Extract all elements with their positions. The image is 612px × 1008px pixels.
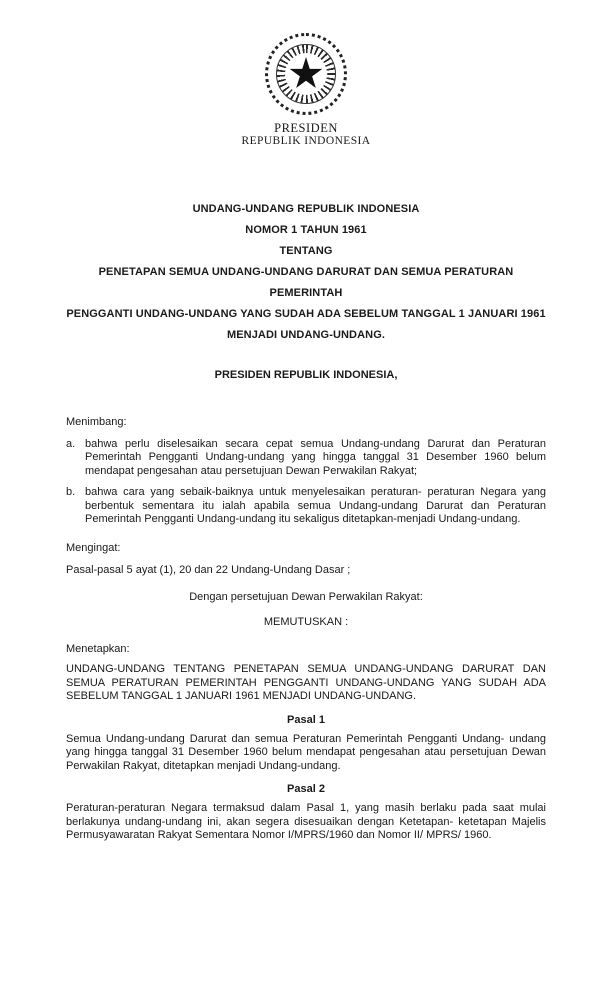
- title-line-4: PENETAPAN SEMUA UNDANG-UNDANG DARURAT DAN SEMUA PERATURAN PEMERINTAH: [98, 266, 514, 299]
- list-item: [66, 486, 546, 527]
- menetapkan-text: UNDANG-UNDANG TENTANG PENETAPAN SEMUA UNDANG-UNDANG DARURAT DAN SEMUA PERATURAN PEMERINTAH PENGGANTI UNDANG-UNDANG YANG SUDAH ADA SEBELUM TANGGAL 1 JANUARI 1961 MENJADI UNDANG-UNDANG.: [66, 663, 546, 702]
- title-line-1: UNDANG-UNDANG REPUBLIK INDONESIA: [192, 203, 420, 215]
- emblem-core: [285, 53, 327, 95]
- list-marker: b.: [66, 486, 76, 498]
- letterhead-text: [66, 122, 546, 148]
- title-line-2: NOMOR 1 TAHUN 1961: [245, 224, 367, 236]
- mengingat-text: Pasal-pasal 5 ayat (1), 20 dan 22 Undang-Undang Dasar ;: [66, 564, 351, 576]
- star-icon: [289, 57, 323, 91]
- letterhead-republik: REPUBLIK INDONESIA: [241, 135, 371, 147]
- emblem-rays-icon: [276, 44, 336, 104]
- letterhead-presiden: PRESIDEN: [274, 121, 338, 135]
- presidential-emblem-icon: [265, 33, 347, 115]
- article-heading-pasal-2: Pasal 2: [287, 783, 325, 795]
- menimbang-label: Menimbang:: [66, 416, 127, 428]
- title-line-3: TENTANG: [279, 245, 333, 257]
- letterhead: [66, 33, 546, 148]
- list-item: [66, 438, 546, 479]
- menetapkan-label: Menetapkan:: [66, 642, 130, 655]
- memutuskan-heading: MEMUTUSKAN :: [263, 615, 349, 628]
- article-text-pasal-2: Peraturan-peraturan Negara termaksud dalam Pasal 1, yang masih berlaku pada saat mulai berlakunya undang-undang ini, akan segera disesuaikan dengan Ketetapan- ketetapan Majelis Permusyawaratan Rakyat Sementara Nomor I/MPRS/1960 dan Nomor II/ MPRS/ 1960.: [66, 802, 546, 841]
- title-line-5: PENGGANTI UNDANG-UNDANG YANG SUDAH ADA SEBELUM TANGGAL 1 JANUARI 1961: [66, 308, 546, 320]
- mengingat-label: Mengingat:: [66, 541, 121, 554]
- salutation: PRESIDEN REPUBLIK INDONESIA,: [214, 369, 398, 381]
- list-item-text: bahwa perlu diselesaikan secara cepat semua Undang-undang Darurat dan Peraturan Pemerintah Pengganti Undang-undang yang hingga tanggal 31 Desember 1960 belum mendapat pengesahan atau persetujuan Dewan Perwakilan Rakyat;: [85, 437, 546, 477]
- article-text-pasal-1: Semua Undang-undang Darurat dan semua Peraturan Pemerintah Pengganti Undang- undang yang hingga tanggal 31 Desember 1960 belum mendapat pengesahan atau persetujuan Dewan Perwakilan Rakyat, ditetapkan menjadi Undang-undang.: [66, 732, 546, 772]
- agreement-line: Dengan persetujuan Dewan Perwakilan Rakyat:: [189, 590, 423, 603]
- list-marker: a.: [66, 437, 76, 450]
- title-line-6: MENJADI UNDANG-UNDANG.: [226, 329, 386, 341]
- article-heading-pasal-1: Pasal 1: [287, 713, 325, 726]
- document-title: [66, 199, 546, 346]
- list-item-text: bahwa cara yang sebaik-baiknya untuk menyelesaikan peraturan- peraturan Negara yang berbentuk sementara itu ialah apabila semua Undang-undang Darurat dan Peraturan Pemerintah Pengganti Undang-undang itu sekaligus ditetapkan-menjadi Undang-undang.: [85, 486, 546, 525]
